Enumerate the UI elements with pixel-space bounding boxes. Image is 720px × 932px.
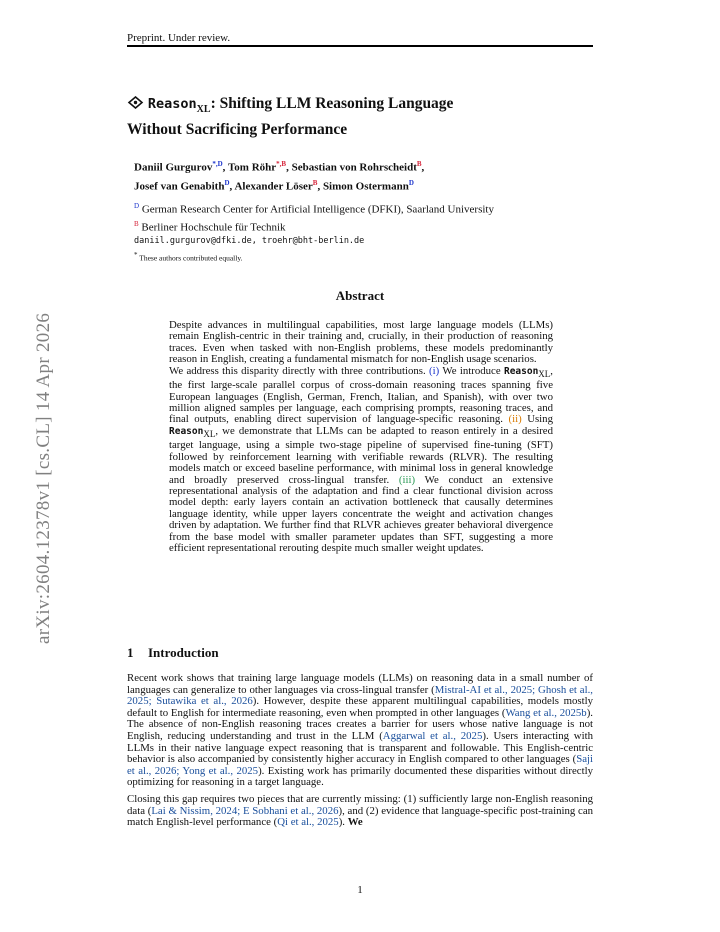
dataset-subscript: XL <box>538 368 551 379</box>
introduction-body <box>127 673 593 834</box>
section-title: Introduction <box>148 645 219 660</box>
abstract-body <box>169 320 553 554</box>
abstract-text: We conduct an extensive representational analysis of the adaptation and find a clear functional division across model depth: early layers contain an activation bottleneck that causally determines language identity, while upper layers concentrate the weight and activation changes driven by adaptation. We further find that RLVR achieves greater behavioral divergence from the base model with smaller parameter updates than SFT, suggesting a more efficient representational rerouting despite much smaller weight updates. <box>169 473 553 555</box>
author-mark: D <box>408 178 414 187</box>
footnote-text: These authors contributed equally. <box>139 253 243 263</box>
abstract-paragraph <box>169 366 553 555</box>
title-subscript: XL <box>196 104 211 116</box>
author-name: Josef van Genabith <box>134 180 225 193</box>
affiliation-text: German Research Center for Artificial Intelligence (DFKI), Saarland University <box>141 203 494 216</box>
author-mark: D <box>224 178 230 187</box>
author-name: Sebastian von Rohrscheidt <box>291 161 417 174</box>
author-name: Daniil Gurgurov <box>134 161 213 174</box>
arxiv-watermark: arXiv:2604.12378v1 [cs.CL] 14 Apr 2026 <box>33 312 54 644</box>
affiliation-bht <box>134 217 604 235</box>
affiliations <box>134 199 604 266</box>
body-paragraph <box>127 673 593 789</box>
body-text: ). Users interacting with LLMs in their native language expect reasoning that is transparent and followable. This English-centric behavior is also accompanied by consistently higher accuracy in English compared to other languages ( <box>127 729 593 766</box>
email-addresses: daniil.gurgurov@dfki.de, troehr@bht-berlin.de <box>134 236 365 247</box>
abstract-paragraph: Despite advances in multilingual capabilities, most large language models (LLMs) remain English-centric in their training and, crucially, in their production of reasoning traces. Even when tasked with non-English problems, these models predominantly reason in English, creating a fundamental mismatch for non-English usage scenarios. <box>169 319 553 366</box>
title-name: Reason <box>147 96 197 112</box>
section-number: 1 <box>127 645 134 660</box>
body-text: ). The absence of non-English reasoning traces creates a barrier for users whose native language is not English, reducing understanding and trust in the LLM ( <box>127 706 593 742</box>
body-text: ). <box>338 816 345 829</box>
affiliation-text: Berliner Hochschule für Technik <box>141 221 286 234</box>
abstract-heading: Abstract <box>335 288 385 303</box>
author-name: Alexander Löser <box>234 180 313 193</box>
author-mark: *,B <box>276 160 287 168</box>
paper-title <box>127 94 597 140</box>
contribution-marker: (i) <box>429 364 440 377</box>
running-header: Preprint. Under review. <box>127 32 231 44</box>
author-name: Simon Ostermann <box>322 180 409 193</box>
citation-link[interactable]: Qi et al., 2025 <box>277 816 339 829</box>
author-name: Tom Röhr <box>227 161 277 174</box>
contribution-marker: (iii) <box>398 473 416 486</box>
author-mark: B <box>312 178 318 187</box>
citation-link[interactable]: Aggarwal et al., 2025 <box>382 729 483 742</box>
affiliation-mark: B <box>134 219 139 228</box>
abstract-text: , the first large-scale parallel corpus of cross-domain reasoning traces spanning five European languages (English, German, French, Italian, and Spanish), with over two million aligned samples per language, each comprising prompts, reasoning traces, and final outputs, enabling direct supervision of language-specific reasoning. <box>169 364 553 426</box>
abstract-text: , we demonstrate that LLMs can be adapted to reason entirely in a desired target language, using a simple two-stage pipeline of supervised fine-tuning (SFT) followed by reinforcement learning with verifiable rewards (RLVR). The resulting models match or exceed baseline performance, with minimal loss in general knowledge and broadly preserved cross-lingual transfer. <box>169 424 553 486</box>
abstract-text: We introduce <box>442 364 501 377</box>
body-text: ). However, despite these apparent multilingual capabilities, models mostly default to English for intermediate reasoning, even when prompted in other languages ( <box>127 695 593 719</box>
title-line1: : Shifting LLM Reasoning Language <box>210 95 454 112</box>
dataset-subscript: XL <box>203 428 216 439</box>
author-mark: B <box>416 160 422 168</box>
header-rule <box>127 45 593 47</box>
equal-contribution-note <box>134 248 604 266</box>
abstract-text: We address this disparity directly with three contributions. <box>169 364 426 377</box>
author-mark: *,D <box>212 160 223 168</box>
abstract-text: Using <box>527 413 553 426</box>
dataset-name: Reason <box>503 365 539 377</box>
body-text: Recent work shows that training large language models (LLMs) on reasoning data in a small number of languages can generalize to other languages via cross-lingual transfer ( <box>127 672 593 696</box>
page-number: 1 <box>357 884 363 896</box>
title-line2: Without Sacrificing Performance <box>127 121 348 139</box>
citation-link[interactable]: Wang et al., 2025b <box>505 706 587 719</box>
section-heading <box>127 645 219 661</box>
dataset-name: Reason <box>169 425 204 437</box>
body-text: ), and (2) evidence that language-specific post-training can match English-level performance ( <box>127 804 594 829</box>
author-list: Daniil Gurgurov$^{*,D}$, Tom Röhr$^{*,B}$, Sebastian von Rohrscheidt$^B$, Josef van Genabith$^D$, Alexander Löser$^B$, Simon Ostermann$^D$ <box>134 160 425 193</box>
citation-link[interactable]: Mistral-AI et al., 2025; Ghosh et al., 2025; Sutawika et al., 2026 <box>127 683 594 708</box>
body-text: Closing this gap requires two pieces that are currently missing: (1) sufficiently large non-English reasoning data ( <box>127 792 593 817</box>
footnote-mark: * <box>134 251 138 260</box>
bold-text: We <box>347 816 363 829</box>
body-text: ). Existing work has primarily documented these disparities without directly optimizing for reasoning in a target language. <box>127 764 593 789</box>
citation-link[interactable]: Lai & Nissim, 2024; E Sobhani et al., 2026 <box>151 804 339 817</box>
diamond-logo-icon <box>127 96 144 109</box>
body-paragraph <box>127 794 593 829</box>
affiliation-dfki <box>134 199 604 217</box>
citation-link[interactable]: Saji et al., 2026; Yong et al., 2025 <box>127 753 593 777</box>
contribution-marker: (ii) <box>508 413 522 426</box>
affiliation-mark: D <box>134 202 140 210</box>
